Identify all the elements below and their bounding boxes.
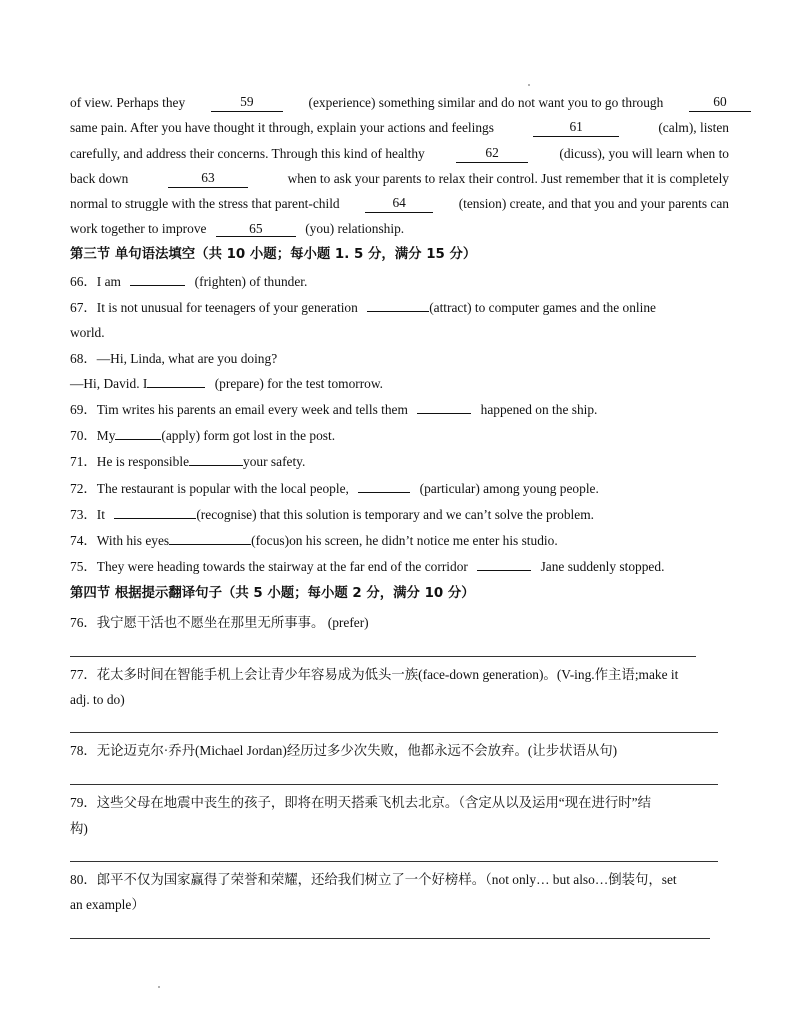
question-76: 76．我宁愿干活也不愿坐在那里无所事事。 (prefer) [70,615,369,630]
question-78: 78．无论迈克尔·乔丹(Michael Jordan)经历过多少次失败，他都永远不会放弃。(让步状语从句) [70,743,618,758]
scan-dot [158,986,160,988]
blank-63[interactable]: 63 [168,170,248,188]
passage-line-4: back down 63 when to ask your parents to relax their control. Just remember that it is completely [70,170,729,186]
question-66: 66．I am (frighten) of thunder. [70,274,308,289]
blank-59[interactable]: 59 [211,94,283,112]
question-77-cont: adj. to do) [70,692,125,707]
blank-62[interactable]: 62 [456,145,528,163]
section3-heading: 第三节 单句语法填空（共 10 小题；每小题 1. 5 分，满分 15 分） [70,247,477,262]
answer-blank-73[interactable] [114,518,196,519]
passage-line-1: of view. Perhaps they 59 (experience) something similar and do not want you to go through 60 [70,94,729,112]
question-69: 69．Tim writes his parents an email every week and tells them happened on the ship. [70,402,598,417]
answer-line-79[interactable] [70,861,718,862]
question-68-reply: —Hi, David. I (prepare) for the test tomorrow. [70,376,384,391]
question-67-cont: world. [70,325,105,340]
question-71: 71．He is responsible your safety. [70,454,306,469]
answer-line-76[interactable] [70,656,696,657]
answer-blank-75[interactable] [477,570,531,571]
question-68: 68．—Hi, Linda, what are you doing? [70,351,278,366]
question-67: 67．It is not unusual for teenagers of your generation (attract) to computer games and the online [70,300,656,315]
passage-line-2: same pain. After you have thought it through, explain your actions and feelings 61 (calm), listen [70,119,729,135]
blank-64[interactable]: 64 [365,195,433,213]
question-74: 74．With his eyes (focus)on his screen, he didn’t notice me enter his studio. [70,533,558,548]
answer-blank-72[interactable] [358,492,410,493]
question-80: 80．郎平不仅为国家赢得了荣誉和荣耀，还给我们树立了一个好榜样。（not only… but also…倒装句，set [70,872,677,887]
question-70: 70．My (apply) form got lost in the post. [70,428,336,443]
blank-65[interactable]: 65 [216,221,296,237]
question-79-cont: 构) [70,821,88,836]
scan-dot [528,84,530,86]
question-72: 72．The restaurant is popular with the local people, (particular) among young people. [70,481,599,496]
answer-line-77[interactable] [70,732,718,733]
blank-60[interactable]: 60 [689,94,751,112]
answer-blank-74[interactable] [169,544,251,545]
question-73: 73．It (recognise) that this solution is temporary and we can’t solve the problem. [70,507,594,522]
blank-61[interactable]: 61 [533,119,619,137]
answer-blank-67[interactable] [367,311,429,312]
answer-blank-68[interactable] [147,387,205,388]
answer-blank-69[interactable] [417,413,471,414]
passage-line-6: work together to improve 65 (you) relationship. [70,221,405,236]
passage-line-5: normal to struggle with the stress that parent-child 64 (tension) create, and that you and your parents can [70,195,729,211]
section4-heading: 第四节 根据提示翻译句子（共 5 小题；每小题 2 分，满分 10 分） [70,586,475,601]
answer-line-78[interactable] [70,784,718,785]
question-75: 75．They were heading towards the stairway at the far end of the corridor Jane suddenly stopped. [70,559,665,574]
answer-blank-71[interactable] [189,465,243,466]
question-79: 79．这些父母在地震中丧生的孩子，即将在明天搭乘飞机去北京。（含定从以及运用“现在进行时”结 [70,795,651,810]
answer-blank-66[interactable] [130,285,185,286]
question-77: 77．花太多时间在智能手机上会让青少年容易成为低头一族(face-down generation)。(V-ing.作主语;make it [70,667,679,682]
answer-line-80[interactable] [70,938,710,939]
answer-blank-70[interactable] [115,439,161,440]
passage-line-3: carefully, and address their concerns. Through this kind of healthy 62 (dicuss), you will learn when to [70,145,729,161]
question-80-cont: an example） [70,897,145,912]
